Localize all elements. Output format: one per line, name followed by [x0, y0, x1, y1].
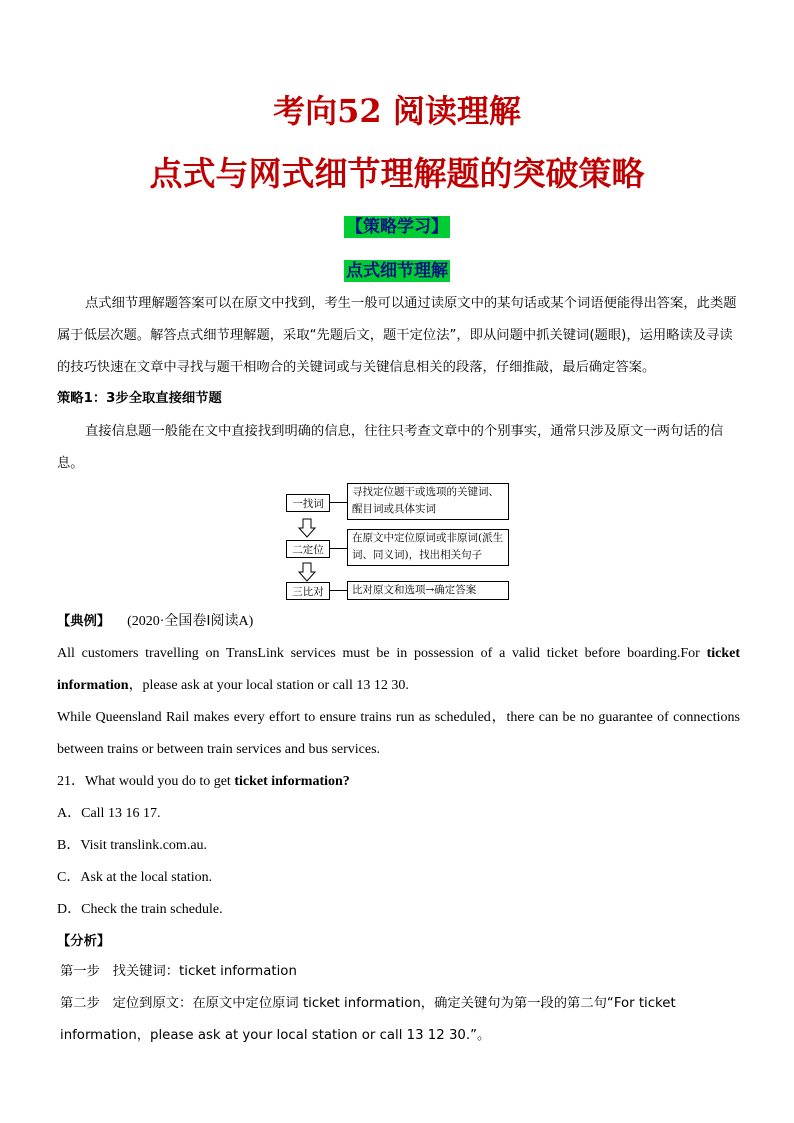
strategy1-heading [57, 383, 740, 415]
flow-connector-2 [330, 548, 347, 549]
flow-step-3-desc: 比对原文和选项→确定答案 [347, 581, 509, 600]
flow-diagram [285, 483, 510, 601]
flow-step-1-box: 一找词 [286, 494, 330, 512]
passage-paragraph-1 [57, 638, 740, 702]
flow-connector-3 [330, 590, 347, 591]
strategy-tag-label: 【策略学习】 [346, 217, 448, 237]
strategy1-heading-text: 策略1：3步全取直接细节题 [57, 391, 222, 406]
passage-paragraph-2: While Queensland Rail makes every effort to ensure trains run as scheduled，there can be no guarantee of connections between trains or between train services and bus services. [57, 710, 740, 757]
analysis-step1-text: 找关键词：ticket information [112, 964, 297, 979]
option-d: D．Check the train schedule. [57, 902, 223, 917]
analysis-heading [57, 926, 740, 958]
passage-p1-bold: ticket information [57, 646, 740, 693]
down-arrow-icon [297, 562, 317, 582]
question-prefix: 21．What would you do to get [57, 774, 235, 789]
flow-step-3-box: 三比对 [286, 582, 330, 600]
question-bold: ticket information? [234, 774, 350, 789]
point-detail-tag-label: 点式细节理解 [346, 261, 448, 281]
passage-p1-after: ，please ask at your local station or call 13 12 30. [128, 678, 409, 693]
example-label: 【典例】 [57, 614, 111, 629]
analysis-label: 【分析】 [57, 934, 111, 949]
passage-p1-before: All customers travelling on TransLink services must be in possession of a valid ticket before boarding.For [57, 646, 707, 661]
option-a: A．Call 13 16 17. [57, 806, 161, 821]
point-detail-tag [0, 256, 794, 281]
example-source: (2020·全国卷Ⅰ阅读A) [127, 614, 254, 629]
option-c: C．Ask at the local station. [57, 870, 213, 885]
example-heading [57, 606, 740, 638]
flow-step-2-desc: 在原文中定位原词或非原词(派生词、同义词)，找出相关句子 [347, 529, 509, 566]
title-line-2: 点式与网式细节理解题的突破策略 [149, 154, 645, 193]
question-stem [57, 766, 740, 798]
flow-step-2-box: 二定位 [286, 540, 330, 558]
down-arrow-icon [297, 518, 317, 538]
analysis-step1-label: 第一步 [60, 964, 100, 979]
flow-connector-1 [330, 502, 347, 503]
analysis-step2-label: 第二步 [60, 996, 100, 1011]
analysis-step2-text: 定位到原文：在原文中定位原词 ticket information，确定关键句为第一段的第二句“For ticket information，please ask at your local station or call 13 12 30.”。 [60, 996, 676, 1043]
title-line-1: 考向52 阅读理解 [273, 92, 521, 130]
strategy-tag [0, 212, 794, 237]
option-b: B．Visit translink.com.au. [57, 838, 208, 853]
intro-paragraph: 点式细节理解题答案可以在原文中找到，考生一般可以通过读原文中的某句话或某个词语便能得出答案，此类题属于低层次题。解答点式细节理解题，采取“先题后文，题干定位法”，即从问题中抓关键词(题眼)，运用略读及寻读的技巧快速在文章中寻找与题干相吻合的关键词或与关键信息相关的段落，仔细推敲，最后确定答案。 [57, 296, 737, 375]
analysis-step-1 [60, 956, 743, 988]
analysis-step-2 [60, 988, 740, 1052]
flow-step-1-desc: 寻找定位题干或选项的关键词、醒目词或具体实词 [347, 483, 509, 520]
strategy1-paragraph: 直接信息题一般能在文中直接找到明确的信息，往往只考查文章中的个别事实，通常只涉及原文一两句话的信息。 [57, 424, 724, 471]
